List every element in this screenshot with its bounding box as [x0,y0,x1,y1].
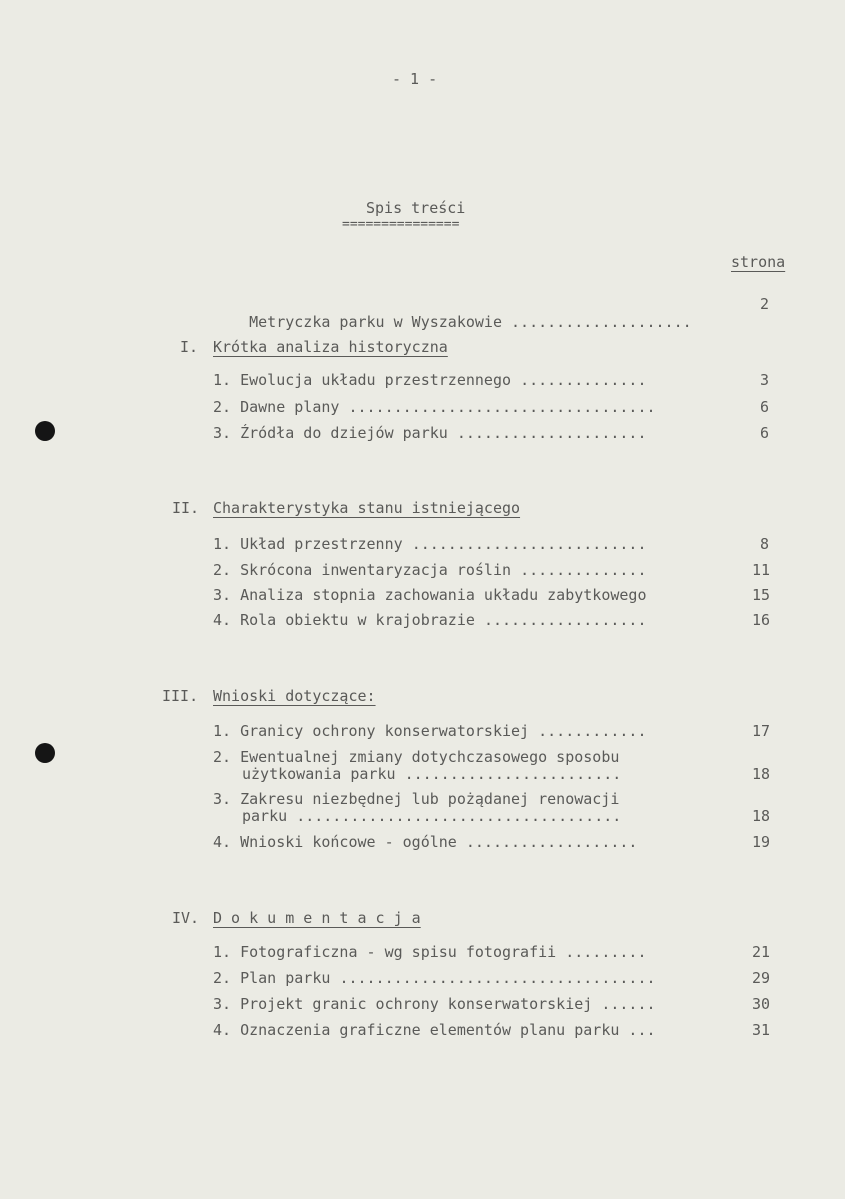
item-number: 1. [213,722,232,740]
item-page: 17 [752,722,771,740]
item-page: 21 [752,943,771,961]
item-label: Skrócona inwentaryzacja roślin [240,561,512,579]
item-label-continued: użytkowania parku [242,765,396,783]
item-number: 3. [213,586,232,604]
toc-item [213,535,647,553]
section-heading: D o k u m e n t a c j a [213,909,421,927]
item-page: 16 [752,611,771,629]
item-label: Oznaczenia graficzne elementów planu parku [240,1021,620,1039]
toc-item [213,722,646,740]
punch-hole-top [35,421,55,441]
item-page: 3 [760,371,770,389]
toc-item [213,371,647,389]
item-number: 2. [213,561,232,579]
item-page: 8 [760,535,770,553]
leader-dots: ................... [465,833,638,851]
item-page: 18 [752,765,771,783]
leader-dots: ............ [538,722,647,740]
section-numeral: III. [162,687,199,705]
leader-dots: .............. [520,371,647,389]
item-label: Fotograficzna - wg spisu fotografii [240,943,557,961]
item-number: 1. [213,371,232,389]
leader-dots: .................................. [348,398,656,416]
item-number: 4. [213,1021,232,1039]
item-page: 6 [760,424,770,442]
punch-hole-bottom [35,743,55,763]
leader-dots: ........................ [404,765,622,783]
item-label: Ewentualnej zmiany dotychczasowego sposobu [240,748,620,766]
section-heading: Krótka analiza historyczna [213,338,448,356]
item-label-continued: parku [242,807,288,825]
toc-item [213,398,656,416]
toc-item [213,833,637,851]
item-label: Układ przestrzenny [240,535,403,553]
toc-item [213,586,646,604]
page-number: - 1 - [392,70,438,88]
toc-item [213,611,647,629]
page-title: Spis treści [366,199,466,217]
item-number: 3. [213,995,232,1013]
column-header: strona [731,253,786,271]
entry-page: 2 [760,295,770,313]
toc-item [213,969,656,987]
item-label: Granicy ochrony konserwatorskiej [240,722,530,740]
item-page: 11 [752,561,771,579]
toc-item [213,995,656,1013]
item-number: 2. [213,748,232,766]
toc-item [213,943,646,961]
item-label: Rola obiektu w krajobrazie [240,611,475,629]
item-number: 1. [213,943,232,961]
leader-dots: ...... [601,995,656,1013]
leader-dots: ... [628,1021,656,1039]
toc-item [213,561,647,579]
item-label: Zakresu niezbędnej lub pożądanej renowacji [240,790,620,808]
leader-dots: .................... [511,313,692,331]
section-numeral: IV. [172,909,200,927]
item-number: 4. [213,833,232,851]
item-page: 6 [760,398,770,416]
leader-dots: .................. [483,611,647,629]
section-heading: Charakterystyka stanu istniejącego [213,499,521,517]
title-rule: =============== [342,217,460,232]
item-number: 3. [213,424,232,442]
section-heading: Wnioski dotyczące: [213,687,376,705]
toc-item [213,1021,656,1039]
leader-dots: .......................... [411,535,647,553]
leader-dots: .................................... [296,807,622,825]
entry-label: Metryczka parku w Wyszakowie [249,313,502,331]
item-page: 15 [752,586,771,604]
item-page: 29 [752,969,771,987]
item-page: 18 [752,807,771,825]
toc-item-continuation [242,807,621,825]
leader-dots: ..................... [456,424,647,442]
toc-item-continuation [242,765,621,783]
item-label: Analiza stopnia zachowania układu zabytkowego [240,586,647,604]
item-page: 31 [752,1021,771,1039]
item-label: Projekt granic ochrony konserwatorskiej [240,995,593,1013]
leader-dots: ................................... [339,969,656,987]
item-number: 4. [213,611,232,629]
leader-dots: .............. [520,561,647,579]
item-number: 2. [213,398,232,416]
item-page: 19 [752,833,771,851]
item-number: 2. [213,969,232,987]
section-numeral: II. [172,499,200,517]
item-page: 30 [752,995,771,1013]
item-label: Dawne plany [240,398,340,416]
toc-item [213,748,619,766]
item-label: Plan parku [240,969,331,987]
toc-item [213,790,619,808]
toc-item [213,424,647,442]
item-label: Źródła do dziejów parku [240,424,448,442]
item-number: 3. [213,790,232,808]
item-number: 1. [213,535,232,553]
section-numeral: I. [180,338,199,356]
leader-dots: ......... [565,943,647,961]
item-label: Wnioski końcowe - ogólne [240,833,457,851]
item-label: Ewolucja układu przestrzennego [240,371,512,389]
